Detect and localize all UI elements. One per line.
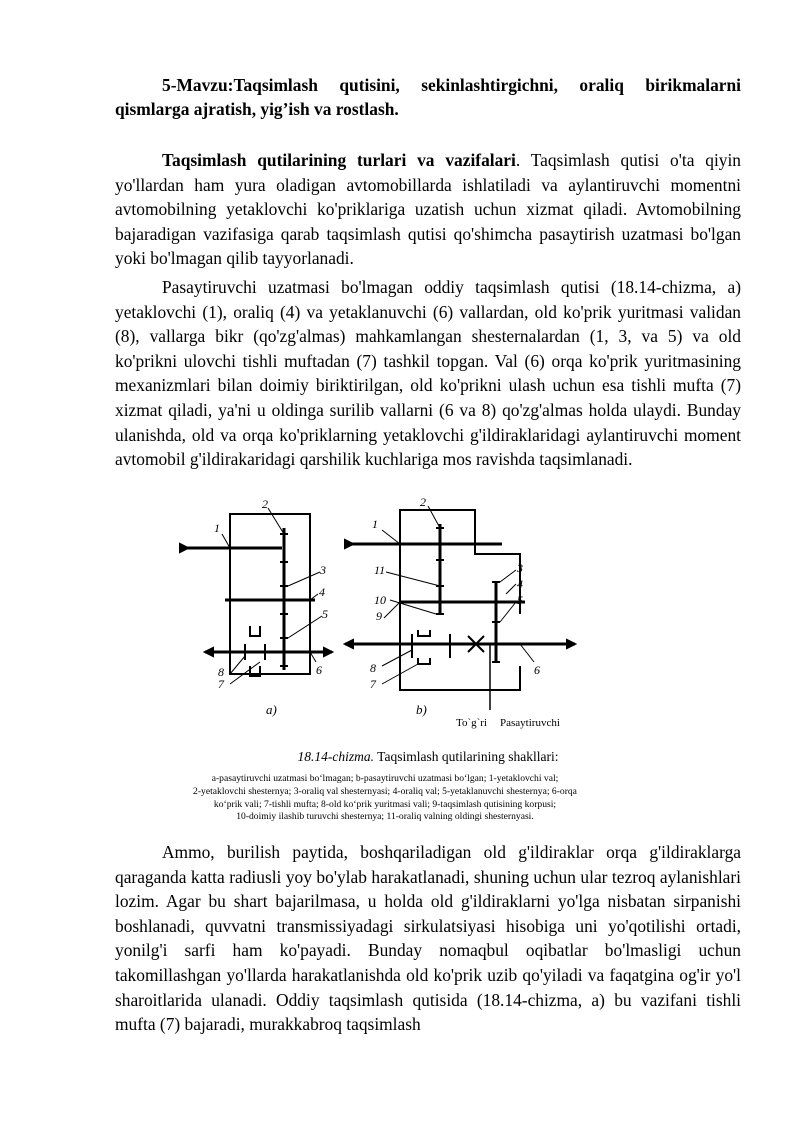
transfer-box-diagram — [150, 494, 620, 734]
fig-sub-a: a) — [266, 702, 277, 717]
scheme-b — [345, 506, 575, 710]
paragraph-intro-text: . Taqsimlash qutisi o'ta qiyin yo'llardan ham yura oladigan avtomobillarda ishlatiladi va aylantiruvchi momentni avtomobilning yetaklovchi ko'priklariga uzatish uchun xizmat qiladi. Avtomobilning bajaradigan vazifasiga qarab taqsimlash qutisi qo'shimcha pasaytirish uzatmasi bo'lgan yoki bo'lmagan qilib tayyorlanadi. — [115, 150, 741, 269]
fig-label-pasaytiruvchi: Pasaytiruvchi — [500, 717, 560, 729]
fig-b-label-3: 3 — [517, 561, 523, 575]
fig-b-label-10: 10 — [374, 593, 386, 607]
fig-a-label-3: 3 — [320, 563, 326, 577]
fig-b-label-6: 6 — [534, 663, 540, 677]
fig-label-togri: To`g`ri — [456, 717, 487, 729]
legend-line: 10-doimiy ilashib turuvchi shesternya; 11-oraliq valning oldingi shesternyasi. — [236, 811, 534, 823]
fig-a-label-4: 4 — [319, 585, 325, 599]
fig-b-label-4: 4 — [517, 577, 523, 591]
figure-caption — [115, 748, 741, 765]
fig-b-label-2: 2 — [420, 495, 426, 509]
fig-a-label-6: 6 — [316, 663, 322, 677]
legend-line: a-pasaytiruvchi uzatmasi bo‘lmagan; b-pasaytiruvchi uzatmasi bo‘lgan; 1-yetaklovchi val; — [211, 773, 559, 784]
figure-number: 18.14-chizma. — [297, 749, 375, 764]
fig-b-label-1: 1 — [372, 517, 378, 531]
fig-b-label-5: 5 — [517, 593, 523, 607]
fig-b-label-9: 9 — [376, 609, 382, 623]
fig-sub-b: b) — [416, 702, 427, 717]
fig-b-label-7: 7 — [370, 677, 376, 691]
figure-legend — [160, 773, 610, 824]
fig-b-label-11: 11 — [374, 563, 386, 577]
section-title: Taqsimlash qutilarining turlari va vazifalari — [162, 150, 516, 170]
fig-b-label-8: 8 — [370, 661, 376, 675]
paragraph-intro — [115, 148, 741, 271]
topic-heading: 5-Mavzu:Taqsimlash qutisini, sekinlashtirgichni, oraliq birikmalarni qismlarga ajratish, yig’ish va rostlash. — [115, 75, 741, 119]
fig-a-label-2: 2 — [262, 497, 268, 511]
paragraph-turning: Ammo, burilish paytida, boshqariladigan old g'ildiraklar orqa g'ildiraklarga qaraganda katta radiusli yoy bo'ylab harakatlanadi, shuning uchun ular tezroq aylanishlari lozim. Agar bu shart bajarilmasa, u holda old g'ildiraklarni yo'lga nisbatan sirpanishi boshlanadi, quvvatni transmissiyadagi sirkulatsiyasi hisobiga uni yo'qotilishi ortadi, yonilg'i sarfi ham ko'payadi. Bunday nomaqbul oqibatlar bo'lmasligi uchun takomillashgan yo'llarda harakatlanishda old ko'prik uzib qo'yiladi va faqatgina og'ir yo'l sharoitlarida ulanadi. Oddiy taqsimlash qutisida (18.14-chizma, a) bu vazifani tishli mufta (7) bajaradi, murakkabroq taqsimlash — [115, 842, 741, 1035]
transfer-box-figure — [150, 494, 620, 734]
legend-line: 2-yetaklovchi shesternya; 3-oraliq val shesternyasi; 4-oraliq val; 5-yetaklanuvchi shesternya; 6-orqa — [193, 785, 577, 797]
legend-line: ko‘prik vali; 7-tishli mufta; 8-old ko‘prik yuritmasi vali; 9-taqsimlash qutisining korpusi; — [213, 798, 557, 810]
paragraph-simple-box: Pasaytiruvchi uzatmasi bo'lmagan oddiy taqsimlash qutisi (18.14-chizma, a) yetaklovchi (1), oraliq (4) va yetaklanuvchi (6) vallardan, old ko'prik yuritmasi validan (8), vallarga bikr (qo'zg'almas) mahkamlangan shesternalardan (1, 3, va 5) va old ko'prikni ulovchi tishli muftadan (7) tashkil topgan. Val (6) orqa ko'prik yuritmasining mexanizmlari bilan doimiy biriktirilgan, old ko'prikni ulash uchun esa tishli mufta (7) xizmat qiladi, ya'ni u oldinga surilib vallarni (6 va 8) qo'zg'almas holda ulaydi. Bunday ulanishda, old va orqa ko'priklarning yetaklovchi g'ildiraklaridagi aylantiruvchi moment avtomobil g'ildirakaridagi qarshilik kuchlariga mos ravishda taqsimlanadi. — [115, 277, 741, 470]
fig-a-label-1: 1 — [214, 521, 220, 535]
fig-a-label-7: 7 — [218, 677, 224, 691]
fig-a-label-8: 8 — [218, 665, 224, 679]
figure-title: Taqsimlash qutilarining shakllari: — [374, 749, 559, 764]
fig-a-label-5: 5 — [322, 607, 328, 621]
scheme-a — [180, 508, 332, 684]
